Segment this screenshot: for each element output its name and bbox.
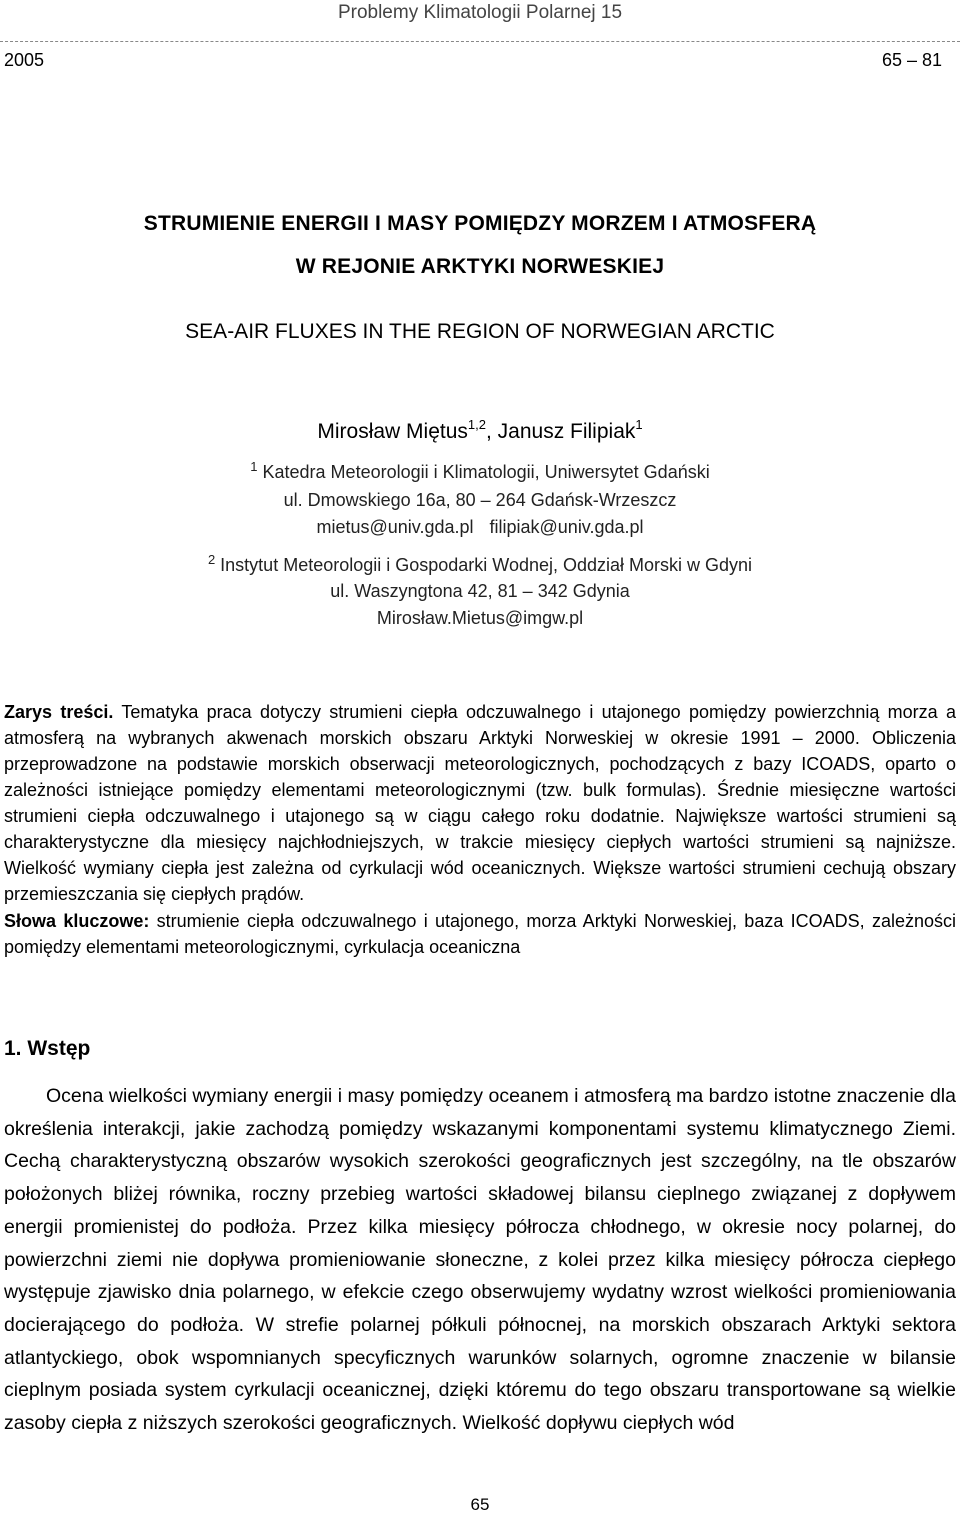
email-link-2[interactable]: filipiak@univ.gda.pl (489, 517, 644, 537)
author-separator: , (485, 420, 498, 443)
author-1: Mirosław Miętus (317, 420, 468, 443)
author-1-affiliation-mark: 1,2 (467, 417, 486, 432)
keywords-text: strumienie ciepła odczuwalnego i utajonego, morza Arktyki Norweskiej, baza ICOADS, zależności pomiędzy elementami meteorologicznymi, cyrkulacja oceaniczna (4, 911, 956, 957)
title-english: SEA-AIR FLUXES IN THE REGION OF NORWEGIAN ARCTIC (185, 320, 775, 343)
affiliation-1-address: ul. Dmowskiego 16a, 80 – 264 Gdańsk-Wrzeszcz (283, 490, 677, 510)
keywords-label: Słowa kluczowe: (4, 911, 150, 931)
affiliation-2-text: Instytut Meteorologii i Gospodarki Wodnej, Oddział Morski w Gdyni (215, 555, 753, 575)
page-range: 65 – 81 (881, 50, 942, 70)
authors (0, 417, 960, 444)
title-polish-line1: STRUMIENIE ENERGII I MASY POMIĘDZY MORZEM I ATMOSFERĄ (143, 212, 817, 235)
page-number: 65 (470, 1495, 490, 1514)
publication-year: 2005 (4, 50, 45, 70)
keywords (4, 908, 956, 960)
abstract-text: Tematyka praca dotyczy strumieni ciepła odczuwalnego i utajonego pomiędzy powierzchnią morza a atmosferą na wybranych akwenach morskich obszaru Arktyki Norweskiej w okresie 1991 – 2000. Obliczenia przeprowadzone na podstawie morskich obserwacji meteorologicznych, pochodzących z bazy ICOADS, oparto o zależności istniejące pomiędzy elementami meteorologicznymi (tzw. bulk formulas). Średnie miesięczne wartości strumieni ciepła odczuwalnego i utajonego są w ciągu całego roku dodatnie. Największe wartości strumieni są charakterystyczne dla miesięcy najchłodniejszych, w trakcie miesięcy ciepłych wartości strumieni są najniższe. Wielkość wymiany ciepła jest zależna od cyrkulacji wód oceanicznych. Większe wartości strumieni cechują obszary przemieszczania się ciepłych prądów. (4, 702, 956, 904)
affiliation-2-name (0, 552, 960, 576)
title-polish-line2: W REJONIE ARKTYKI NORWESKIEJ (295, 255, 665, 278)
journal-title: Problemy Klimatologii Polarnej 15 (337, 2, 623, 23)
email-link-1[interactable]: mietus@univ.gda.pl (316, 517, 474, 537)
author-2-affiliation-mark: 1 (635, 417, 643, 432)
abstract-label: Zarys treści. (4, 702, 114, 722)
affiliation-1-name (0, 459, 960, 483)
introduction-paragraph: Ocena wielkości wymiany energii i masy pomiędzy oceanem i atmosferą ma bardzo istotne znaczenie dla określenia interakcji, jakie zachodzą pomiędzy wskazanymi komponentami systemu klimatycznego Ziemi. Cechą charakterystyczną obszarów wysokich szerokości geograficznych jest szczególny, na tle obszarów położonych bliżej równika, roczny przebieg wartości składowej bilansu cieplnego związanej z dopływem energii promienistej do podłoża. Przez kilka miesięcy półrocza chłodnego, w okresie nocy polarnej, do powierzchni ziemi nie dopływa promieniowanie słoneczne, z kolei przez kilka miesięcy półrocza ciepłego występuje zjawisko dnia polarnego, w efekcie czego obserwujemy wydatny wzrost wielkości promieniowania docierającego do podłoża. W strefie polarnej półkuli północnej, na morskich obszarach Arktyki sektora atlantyckiego, obok wspomnianych specyficznych warunków solarnych, ogromne znaczenie w bilansie cieplnym posiada system cyrkulacji oceanicznej, dzięki któremu do tego obszaru transportowane są wielkie zasoby ciepła z niższych szerokości geograficznych. Wielkość dopływu ciepłych wód (4, 1085, 956, 1435)
affiliation-1-text: Katedra Meteorologii i Klimatologii, Uniwersytet Gdański (257, 462, 710, 482)
affiliation-2-address: ul. Waszyngtona 42, 81 – 342 Gdynia (330, 581, 630, 601)
affiliation-2-email[interactable]: Mirosław.Mietus@imgw.pl (376, 608, 584, 628)
author-2: Janusz Filipiak (497, 420, 636, 443)
header-divider (0, 41, 960, 42)
affiliation-1-emails (0, 517, 960, 538)
affiliation-2-mark: 2 (207, 552, 216, 567)
section-heading: 1. Wstęp (4, 1037, 91, 1060)
affiliation-1-mark: 1 (250, 459, 258, 474)
abstract (4, 699, 956, 907)
